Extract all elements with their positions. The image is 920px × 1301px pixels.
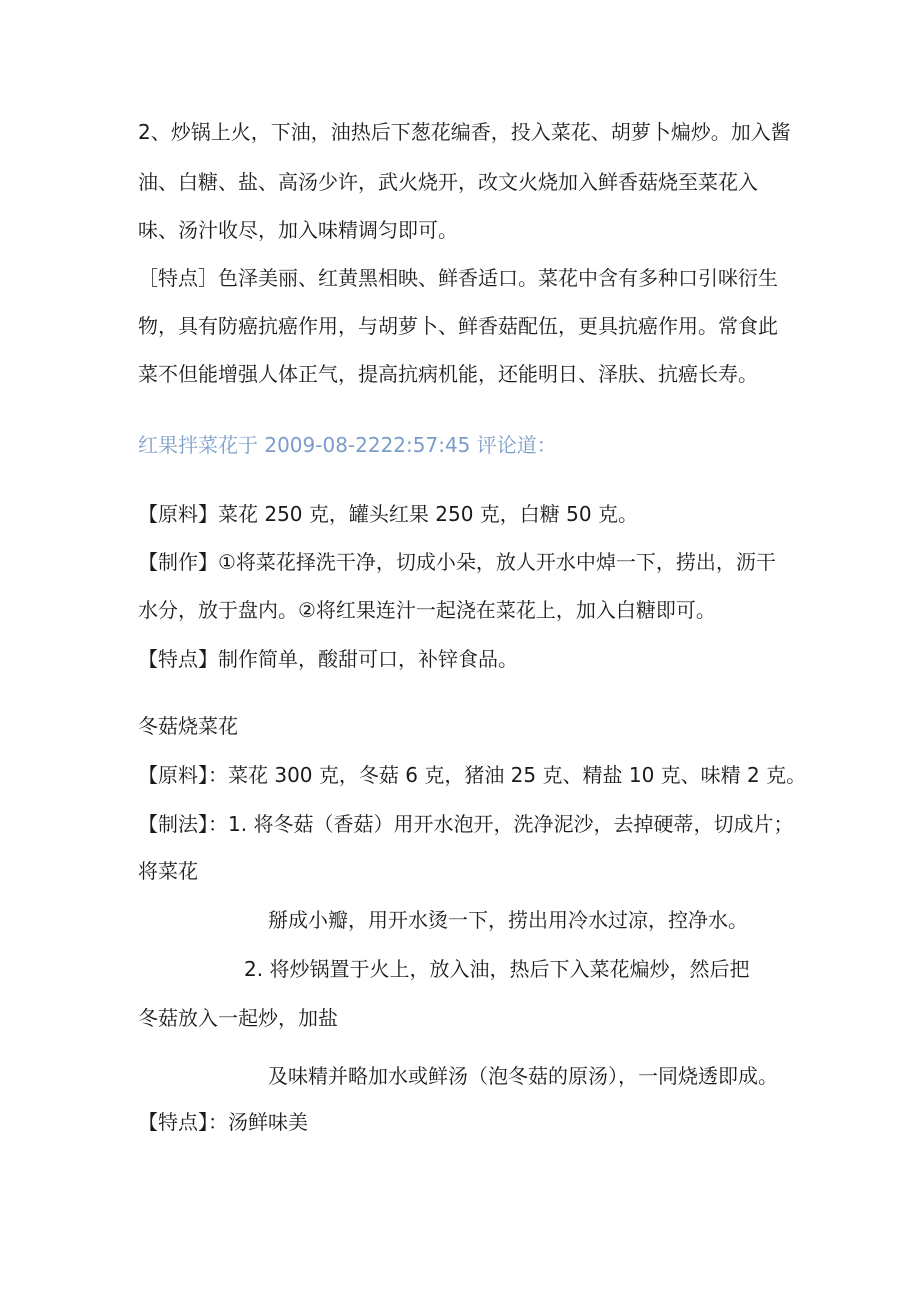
recipe3-method-line-3: 掰成小瓣，用开水烫一下，捞出用冷水过凉，控净水。 — [268, 908, 748, 932]
recipe3-title: 冬菇烧菜花 — [138, 714, 238, 738]
recipe2-method-line-1: 【制作】①将菜花择洗干净，切成小朵，放人开水中焯一下，捞出，沥干 — [138, 550, 776, 574]
recipe1-step2-line-3: 味、汤汁收尽，加入味精调匀即可。 — [138, 218, 458, 242]
recipe1-feature-line-2: 物，具有防癌抗癌作用，与胡萝卜、鲜香菇配伍，更具抗癌作用。常食此 — [138, 314, 778, 338]
recipe3-method-line-2: 将菜花 — [138, 859, 198, 883]
recipe1-step2-line-1: 2、炒锅上火，下油，油热后下葱花编香，投入菜花、胡萝卜煸炒。加入酱 — [138, 120, 791, 144]
recipe3-feature: 【特点】：汤鲜味美 — [138, 1110, 308, 1134]
recipe3-method-line-4: 2. 将炒锅置于火上，放入油，热后下入菜花煸炒，然后把 — [244, 957, 750, 981]
recipe2-feature: 【特点】制作简单，酸甜可口，补锌食品。 — [138, 647, 518, 671]
recipe1-feature-line-3: 菜不但能增强人体正气，提高抗病机能，还能明日、泽肤、抗癌长寿。 — [138, 362, 758, 386]
recipe3-method-line-6: 及味精并略加水或鲜汤（泡冬菇的原汤），一同烧透即成。 — [268, 1064, 778, 1088]
recipe1-feature-line-1: ［特点］色泽美丽、红黄黑相映、鲜香适口。菜花中含有多种口引咪衍生 — [138, 266, 778, 290]
recipe2-ingredients: 【原料】菜花 250 克，罐头红果 250 克，白糖 50 克。 — [138, 502, 638, 526]
recipe3-ingredients: 【原料】：菜花 300 克，冬菇 6 克，猪油 25 克、精盐 10 克、味精 2 克。 — [138, 763, 807, 787]
recipe1-step2-line-2: 油、白糖、盐、高汤少许，武火烧开，改文火烧加入鲜香菇烧至菜花入 — [138, 170, 758, 194]
recipe3-method-line-1: 【制法】：1. 将冬菇（香菇）用开水泡开，洗净泥沙，去掉硬蒂，切成片； — [138, 812, 794, 836]
recipe3-method-line-5: 冬菇放入一起炒，加盐 — [138, 1006, 338, 1030]
recipe2-method-line-2: 水分，放于盘内。②将红果连汁一起浇在菜花上，加入白糖即可。 — [138, 598, 716, 622]
comment-header: 红果拌菜花于 2009-08-2222:57:45 评论道： — [138, 433, 557, 457]
